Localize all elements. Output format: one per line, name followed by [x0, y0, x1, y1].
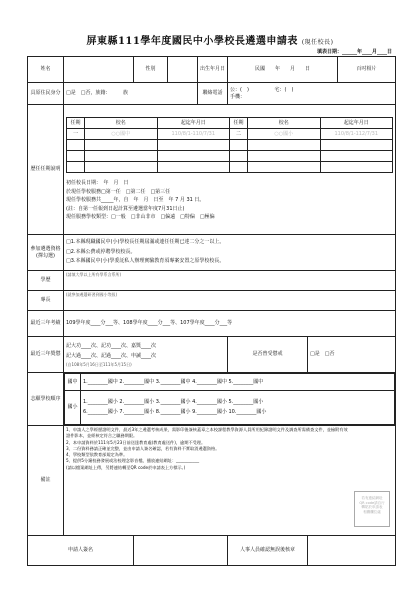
- empty-cell[interactable]: [320, 151, 393, 162]
- demerit-record: 記大過____次、記過____次、申誡____次: [66, 352, 157, 359]
- empty-cell[interactable]: [157, 151, 230, 162]
- birth-label: 出生年月日: [198, 57, 228, 83]
- photo-label: 百吋相片: [338, 57, 396, 83]
- dates-cell[interactable]: 110/8/1-110/7/31: [157, 129, 230, 140]
- eligibility-option-2[interactable]: □2.本縣公費或停聘學校校長。: [66, 248, 136, 255]
- empty-cell[interactable]: [230, 151, 248, 162]
- evaluation-label: 最近三年考績: [28, 311, 64, 337]
- qr-note: QR code請自行: [359, 500, 385, 505]
- empty-cell[interactable]: [67, 151, 85, 162]
- empty-cell[interactable]: [320, 162, 393, 173]
- education-hint: (請填大學以上所有學系含系所): [66, 272, 122, 277]
- header-dates-2: 起迄年月日: [320, 118, 393, 129]
- empty-cell[interactable]: [85, 140, 158, 151]
- education-label: 學歷: [28, 271, 64, 291]
- evaluation-field[interactable]: 109學年度____分___等、108學年度____分___等、107學年度____分___等: [64, 311, 396, 337]
- empty-cell[interactable]: [85, 151, 158, 162]
- empty-cell[interactable]: [157, 140, 230, 151]
- service-section: [64, 105, 396, 235]
- aboriginal-label: 具原住民身分: [28, 83, 64, 105]
- empty-cell[interactable]: [67, 162, 85, 173]
- note-item: (請以檔案網址上傳，另將連結轉至QR code於申請表上方標示。): [66, 464, 186, 470]
- note-item: 5、提供5分鐘校務發展或治校理念影音檔，播放連結網址：___________: [66, 458, 200, 464]
- application-table: [27, 56, 396, 566]
- name-label: 姓名: [28, 57, 64, 83]
- empty-cell[interactable]: [157, 162, 230, 173]
- qr-note: 若有連結網址: [361, 496, 383, 500]
- eligibility-options: [64, 235, 396, 271]
- tenure-options[interactable]: 於現任學校服務□第一任 □第二任 □第三任: [66, 188, 171, 195]
- dates-cell[interactable]: 110/8/1-112/7/31: [320, 129, 393, 140]
- junior-high-label: 國中: [65, 374, 81, 391]
- empty-cell[interactable]: [248, 151, 321, 162]
- appeal-label: 是否曾受懲戒: [228, 337, 308, 373]
- specialty-label: 專長: [28, 291, 64, 311]
- form-title: [0, 32, 420, 47]
- elementary-list[interactable]: [81, 390, 395, 425]
- first-date[interactable]: 初任校長日期： 年 月 日: [66, 180, 129, 187]
- header-school-1: 校名: [85, 118, 158, 129]
- awards-field[interactable]: [64, 337, 228, 373]
- empty-cell[interactable]: [85, 162, 158, 173]
- form-title-text: 屏東縣111學年度國民中小學校長遴選申請表: [86, 36, 298, 47]
- phone-mobile: 手機：: [230, 93, 246, 100]
- empty-cell[interactable]: [320, 140, 393, 151]
- junior-high-list[interactable]: 1.________國中 2.________國中 3.________國中 4.________國中 5.________國中: [81, 374, 395, 391]
- term-cell: 一: [67, 129, 85, 140]
- education-field[interactable]: [64, 271, 396, 291]
- merit-record: 記大功____次、記功____次、嘉獎____次: [66, 342, 157, 349]
- elementary-list-2: 6.________國小 7.________國小 8.________國小 9.________國小 10.________國小: [83, 409, 267, 416]
- school-cell[interactable]: ○○國小: [248, 129, 321, 140]
- eligibility-option-3[interactable]: □3.本縣國民中(小)學委託私人辦理實驗教育須專案安置之原學校校長。: [66, 258, 225, 265]
- empty-cell[interactable]: [248, 162, 321, 173]
- gender-label: 性別: [134, 57, 168, 83]
- preference-label: 志願學校順序: [28, 373, 64, 426]
- phone-office: 公：( ): [230, 87, 249, 94]
- current-service[interactable]: 現任學校服務共_____年，自 年 月 日至 年 7 月 31 日。: [66, 197, 205, 204]
- empty-cell[interactable]: [230, 162, 248, 173]
- note-item: 1、申請人之學經歷證明文件，最近3年之遴選考核成果，需影印後簽核蓋章之本校課程教學資源人員所用紀錄證明文件及調查所需備查文件，並檢附有效證件影本，並經核定符合之職務期限。: [66, 427, 348, 439]
- preference-section: [64, 373, 396, 426]
- awards-period: (自108年5月16日至111年5月15日): [66, 361, 132, 367]
- service-label: 歷任任期說明: [28, 105, 64, 235]
- specialty-field[interactable]: [64, 291, 396, 311]
- form-title-note: (現任校長): [301, 39, 334, 46]
- header-term-1: 任期: [67, 118, 85, 129]
- birth-field[interactable]: 民國 年 月 日: [228, 57, 338, 83]
- header-term-2: 任期: [230, 118, 248, 129]
- aboriginal-options[interactable]: □是 □否，族籍： 族: [64, 83, 198, 105]
- appeal-options[interactable]: □是 □否: [308, 337, 396, 373]
- calc-note: (註：自第一任報到日起計算至遴選當年度7月31日止): [66, 205, 185, 212]
- notes-label: 備註: [28, 426, 64, 536]
- qr-note: 相關欄位處: [363, 509, 381, 514]
- note-item: 2、本申請資料於111年5月23日前送達教育處(教育處送件)，逾期不受理。: [66, 439, 206, 445]
- school-cell[interactable]: ○○國中: [85, 129, 158, 140]
- name-field[interactable]: [64, 57, 134, 83]
- awards-label: 最近三年獎懲: [28, 337, 64, 373]
- term-cell: 二: [230, 129, 248, 140]
- qr-note: 轉貼於申請表: [361, 505, 383, 510]
- empty-cell[interactable]: [67, 140, 85, 151]
- header-school-2: 校名: [248, 118, 321, 129]
- phone-home: 宅：( ): [274, 87, 294, 94]
- specialty-hint: (就參加遴選研習到國小等級): [66, 292, 118, 297]
- qr-code-box: [354, 491, 390, 527]
- service-history-table: [66, 117, 393, 173]
- elementary-label: 國小: [65, 390, 81, 425]
- school-type-options[interactable]: 現任服務學校類型：□一般 □非山非市 □偏遠 □特偏 □極偏: [66, 214, 215, 221]
- elementary-list-1: 1.________國小 2.________國小 3.________國小 4.________國小 5.________國小: [83, 399, 264, 406]
- applicant-signature-label: 申請人簽名: [28, 536, 134, 566]
- note-item: 4、學校類型依教育部規定為準。: [66, 452, 128, 458]
- verifier-stamp-field[interactable]: [308, 536, 396, 566]
- eligibility-label: 參加遴選資格(擇勾選): [28, 235, 64, 271]
- preference-table: [64, 373, 395, 425]
- verifier-label: 人事人員確認無誤後核章: [228, 536, 308, 566]
- gender-field[interactable]: [168, 57, 198, 83]
- empty-cell[interactable]: [248, 140, 321, 151]
- notes-field: [64, 426, 396, 536]
- phone-label: 聯絡電話: [198, 83, 228, 105]
- note-item: 3、二份資料務請正確並完整，並由申請人簽名確認，若有資料不實取消遴選資格。: [66, 445, 220, 451]
- eligibility-option-1[interactable]: □1.本縣現職國民中(小)學校長任期屆滿或連任任期已達二分之一以上。: [66, 239, 225, 246]
- applicant-signature-field[interactable]: [134, 536, 228, 566]
- header-dates-1: 起迄年月日: [157, 118, 230, 129]
- fill-date: 填表日期：______年____月____日: [316, 49, 392, 55]
- empty-cell[interactable]: [230, 140, 248, 151]
- phone-fields[interactable]: [228, 83, 396, 105]
